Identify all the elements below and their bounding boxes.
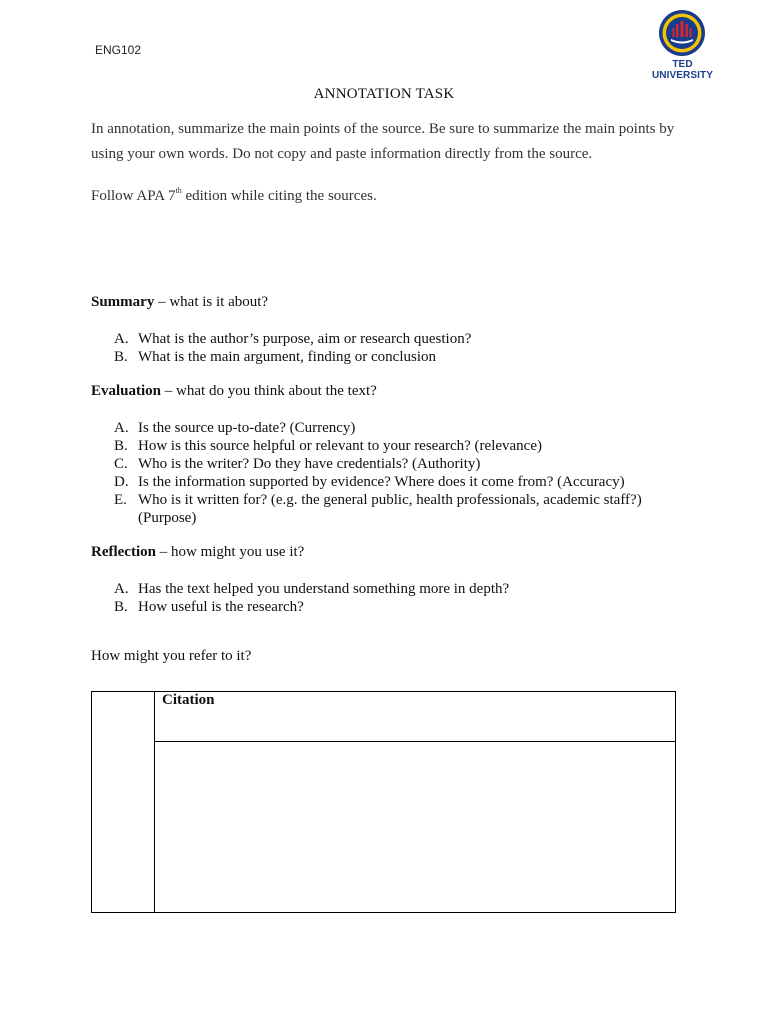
list-marker: A. <box>114 331 129 347</box>
apa-superscript: th <box>175 186 182 195</box>
list-item <box>114 455 674 473</box>
reflection-question: – how might you use it? <box>155 544 305 560</box>
intro-paragraph: In annotation, summarize the main points of the source. Be sure to summarize the main points by using your own words. Do not copy and paste information directly from the source. <box>91 121 675 162</box>
apa-instruction <box>91 186 377 205</box>
evaluation-list <box>114 419 674 527</box>
list-item-text: Has the text helped you understand something more in depth? <box>138 581 510 597</box>
evaluation-heading <box>91 383 377 400</box>
list-marker: B. <box>114 438 128 454</box>
list-marker: E. <box>114 492 127 508</box>
table-row-divider <box>154 741 675 742</box>
list-item-text: What is the main argument, finding or conclusion <box>138 349 436 365</box>
list-item <box>114 580 674 598</box>
list-item <box>114 491 674 527</box>
summary-list <box>114 330 674 366</box>
evaluation-label: Evaluation <box>91 383 162 399</box>
reflection-heading <box>91 544 304 561</box>
list-item <box>114 598 674 616</box>
list-item-text: How is this source helpful or relevant to your research? (relevance) <box>138 438 542 454</box>
course-code: ENG102 <box>95 43 142 57</box>
list-marker: A. <box>114 420 129 436</box>
citation-table <box>91 691 676 913</box>
list-marker: D. <box>114 474 129 490</box>
apa-text-after: edition while citing the sources. <box>181 188 377 204</box>
ted-university-logo <box>645 8 720 81</box>
citation-label: Citation <box>162 692 215 708</box>
summary-heading <box>91 294 268 311</box>
list-item-text: What is the author’s purpose, aim or research question? <box>138 331 472 347</box>
list-item-text: Is the source up-to-date? (Currency) <box>138 420 356 436</box>
list-item <box>114 437 674 455</box>
list-item <box>114 419 674 437</box>
list-item-text: Is the information supported by evidence? Where does it come from? (Accuracy) <box>138 474 625 490</box>
summary-label: Summary <box>91 294 155 310</box>
evaluation-question: – what do you think about the text? <box>161 383 377 399</box>
apa-text-before: Follow APA 7 <box>91 188 176 204</box>
list-item-text: Who is the writer? Do they have credentials? (Authority) <box>138 456 481 472</box>
list-item-text: How useful is the research? <box>138 599 304 615</box>
list-marker: C. <box>114 456 128 472</box>
reflection-list <box>114 580 674 616</box>
list-marker: B. <box>114 599 128 615</box>
refer-question: How might you refer to it? <box>91 648 252 664</box>
list-item <box>114 330 674 348</box>
reflection-label: Reflection <box>91 544 156 560</box>
summary-question: – what is it about? <box>154 294 269 310</box>
list-item <box>114 473 674 491</box>
list-marker: B. <box>114 349 128 365</box>
table-column-divider <box>154 692 155 912</box>
list-item <box>114 348 674 366</box>
logo-text: TED UNIVERSITY <box>651 59 713 81</box>
university-seal-icon <box>657 8 707 58</box>
page-title: ANNOTATION TASK <box>313 86 455 102</box>
list-item-text: Who is it written for? (e.g. the general public, health professionals, academic staff?) (Purpose) <box>138 492 642 526</box>
list-marker: A. <box>114 581 129 597</box>
